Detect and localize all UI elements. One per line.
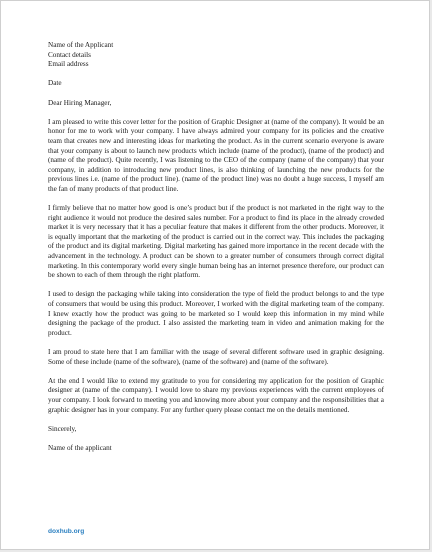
contact-details: Contact details [48,50,91,59]
salutation: Dear Hiring Manager, [48,98,112,107]
applicant-name: Name of the Applicant [48,41,114,49]
paragraph-intro: I am pleased to write this cover letter for the position of Graphic Designer at (name of the company). It would be an honor for me to work with your company. I have always admired your company for its policies and the creative team that creates new and interesting ideas for marketing the product. As in the current scenario everyone is aware that your company is about to launch new products which include (name of the product), (name of the product) and (name of the product). Quite recently, I was listening to the CEO of the company (name of the company) that your company, in addition to introducing new product lines, is also thinking of launching the new products for the previous lines i.e. (name of the product line). (name of the product line) was no doubt a huge success, I myself am the fan of many products of that product line. [48,117,384,193]
closing: Sincerely, [48,424,77,433]
sender-block [48,41,384,70]
signature-name: Name of the applicant [48,443,112,452]
letter-date: Date [48,79,62,88]
paragraph-marketing: I firmly believe that no matter how good is one’s product but if the product is not marketed in the right way to the right audience it would not produce the desired sales number. For a product to find its place in the already crowded market it is very necessary that it has a peculiar feature that makes it different from the other products. Moreover, it is equally important that the marketing of the product is carried out in the correct way. This includes the packaging of the product and its digital marketing. Digital marketing has gained more importance in the recent decade with the advancement in the technology. A product can be shown to a greater number of consumers through correct digital marketing. In this contemporary world every single human being has an internet presence therefore, our product can be shown to each of them through the right platform. [48,204,384,280]
email-address: Email address [48,60,89,69]
paragraph-closing: At the end I would like to extend my gratitude to you for considering my application for the position of Graphic designer at (name of the company). I would love to share my previous experiences with the current employees of your company. I look forward to meeting you and knowing more about your company and the responsibilities that a graphic designer has in your company. For any further query please contact me on the details mentioned. [48,376,384,414]
paragraph-software: I am proud to state here that I am familiar with the usage of several different software used in graphic designing. Some of these include (name of the software), (name of the software) and (name of the software). [48,348,384,366]
footer-brand-link[interactable]: doxhub.org [48,528,85,535]
letter-body [48,41,384,454]
paragraph-experience: I used to design the packaging while taking into consideration the type of field the product belongs to and the type of consumers that would be using this product. Moreover, I worked with the digital marketing team of the company. I knew exactly how the product was going to be marketed so I would keep this information in my mind while designing the package of the product. I also assisted the marketing team in video and animation making for the product. [48,290,384,337]
